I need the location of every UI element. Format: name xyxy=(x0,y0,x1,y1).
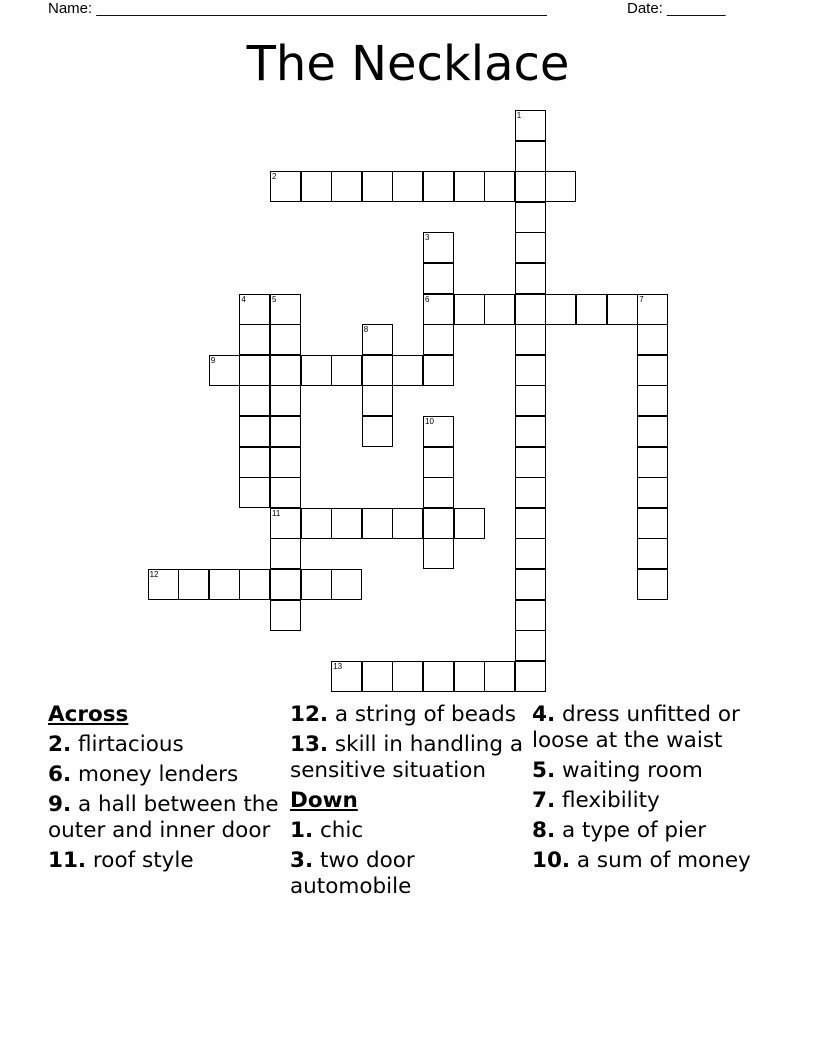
across-heading: Across xyxy=(48,702,129,727)
grid-cell[interactable] xyxy=(331,508,362,539)
clue-number: 7 xyxy=(639,294,644,304)
grid-cell[interactable] xyxy=(515,600,546,631)
clue-number: 10 xyxy=(425,417,434,426)
grid-cell[interactable] xyxy=(423,355,454,386)
clue-down-3: 3. two door automobile xyxy=(290,848,415,899)
grid-cell[interactable] xyxy=(484,171,515,202)
grid-cell[interactable] xyxy=(423,447,454,478)
clue-down-8: 8. a type of pier xyxy=(532,818,707,843)
grid-cell[interactable] xyxy=(148,569,179,600)
grid-cell[interactable] xyxy=(301,355,332,386)
clue-across-13: 13. skill in handling a sensitive situation xyxy=(290,732,524,783)
grid-cell[interactable] xyxy=(515,661,546,692)
grid-cell[interactable] xyxy=(270,416,301,447)
grid-cell[interactable] xyxy=(515,171,546,202)
grid-cell[interactable] xyxy=(423,416,454,447)
clue-number: 8 xyxy=(363,325,369,335)
grid-cell[interactable] xyxy=(270,355,301,386)
grid-cell[interactable] xyxy=(270,508,301,539)
clue-across-9: 9. a hall between the outer and inner door xyxy=(48,792,279,843)
grid-cell[interactable] xyxy=(515,416,546,447)
grid-cell[interactable] xyxy=(362,508,393,539)
grid-cell[interactable] xyxy=(454,294,485,325)
clue-number: 2 xyxy=(272,172,277,182)
grid-cell[interactable] xyxy=(515,324,546,355)
grid-cell[interactable] xyxy=(239,416,270,447)
grid-cell[interactable] xyxy=(301,171,332,202)
clue-across-12: 12. a string of beads xyxy=(290,702,516,727)
grid-cell[interactable] xyxy=(515,569,546,600)
clue-down-1: 1. chic xyxy=(290,818,364,843)
clue-across-6: 6. money lenders xyxy=(48,762,239,787)
grid-cell[interactable] xyxy=(362,355,393,386)
clue-number: 1 xyxy=(516,111,522,120)
grid-cell[interactable] xyxy=(239,294,270,325)
clue-number: 6 xyxy=(425,294,430,304)
grid-cell[interactable] xyxy=(423,171,454,202)
grid-cell[interactable] xyxy=(515,232,546,263)
grid-cell[interactable] xyxy=(423,477,454,508)
grid-cell[interactable] xyxy=(423,324,454,355)
clue-down-5: 5. waiting room xyxy=(532,758,703,783)
grid-cell[interactable] xyxy=(392,661,423,692)
clue-number: 11 xyxy=(272,508,281,518)
grid-cell[interactable] xyxy=(576,294,607,325)
grid-cell[interactable] xyxy=(270,171,301,202)
grid-cell[interactable] xyxy=(515,202,546,233)
grid-cell[interactable] xyxy=(362,385,393,416)
grid-cell[interactable] xyxy=(515,141,546,172)
grid-cell[interactable] xyxy=(637,324,668,355)
grid-cell[interactable] xyxy=(392,355,423,386)
grid-cell[interactable] xyxy=(637,508,668,539)
clue-number: 3 xyxy=(425,233,430,243)
grid-cell[interactable] xyxy=(270,538,301,569)
grid-cell[interactable] xyxy=(515,110,546,141)
grid-cell[interactable] xyxy=(331,661,362,692)
grid-cell[interactable] xyxy=(270,385,301,416)
grid-cell[interactable] xyxy=(545,294,576,325)
grid-cell[interactable] xyxy=(423,263,454,294)
grid-cell[interactable] xyxy=(515,630,546,661)
grid-cell[interactable] xyxy=(637,385,668,416)
grid-cell[interactable] xyxy=(423,661,454,692)
grid-cell[interactable] xyxy=(637,477,668,508)
down-heading: Down xyxy=(290,788,358,813)
grid-cell[interactable] xyxy=(239,324,270,355)
name-field-label: Name: ______________________________________________________ xyxy=(48,0,547,17)
grid-cell[interactable] xyxy=(270,477,301,508)
grid-cell[interactable] xyxy=(607,294,638,325)
grid-cell[interactable] xyxy=(239,385,270,416)
clue-number: 9 xyxy=(210,355,216,365)
grid-cell[interactable] xyxy=(515,385,546,416)
grid-cell[interactable] xyxy=(454,661,485,692)
grid-cell[interactable] xyxy=(515,447,546,478)
grid-cell[interactable] xyxy=(209,355,240,386)
clue-across-11: 11. roof style xyxy=(48,848,194,873)
puzzle-title: The Necklace xyxy=(246,36,570,92)
grid-cell[interactable] xyxy=(362,171,393,202)
clue-number: 5 xyxy=(272,294,277,304)
grid-cell[interactable] xyxy=(515,355,546,386)
grid-cell[interactable] xyxy=(637,294,668,325)
grid-cell[interactable] xyxy=(331,355,362,386)
grid-cell[interactable] xyxy=(423,232,454,263)
grid-cell[interactable] xyxy=(362,324,393,355)
grid-cell[interactable] xyxy=(545,171,576,202)
grid-cell[interactable] xyxy=(515,477,546,508)
grid-cell[interactable] xyxy=(239,477,270,508)
grid-cell[interactable] xyxy=(301,569,332,600)
grid-cell[interactable] xyxy=(637,416,668,447)
grid-cell[interactable] xyxy=(515,294,546,325)
grid-cell[interactable] xyxy=(515,263,546,294)
grid-cell[interactable] xyxy=(454,508,485,539)
grid-cell[interactable] xyxy=(239,355,270,386)
clue-down-7: 7. flexibility xyxy=(532,788,660,813)
grid-cell[interactable] xyxy=(301,508,332,539)
grid-cell[interactable] xyxy=(423,508,454,539)
grid-cell[interactable] xyxy=(178,569,209,600)
grid-cell[interactable] xyxy=(423,294,454,325)
clue-across-2: 2. flirtacious xyxy=(48,732,184,757)
grid-cell[interactable] xyxy=(392,171,423,202)
grid-cell[interactable] xyxy=(270,600,301,631)
grid-cell[interactable] xyxy=(270,569,301,600)
grid-cell[interactable] xyxy=(209,569,240,600)
grid-cell[interactable] xyxy=(515,508,546,539)
grid-cell[interactable] xyxy=(423,538,454,569)
grid-cell[interactable] xyxy=(362,416,393,447)
grid-cell[interactable] xyxy=(484,661,515,692)
grid-cell[interactable] xyxy=(362,661,393,692)
grid-cell[interactable] xyxy=(270,324,301,355)
clues-column-2 xyxy=(290,702,526,904)
grid-cell[interactable] xyxy=(270,294,301,325)
date-field-label: Date: _______ xyxy=(627,0,726,17)
clues-column-1 xyxy=(48,702,284,878)
clues-column-3 xyxy=(532,702,768,878)
grid-cell[interactable] xyxy=(637,447,668,478)
grid-cell[interactable] xyxy=(637,569,668,600)
grid-cell[interactable] xyxy=(484,294,515,325)
clue-down-4: 4. dress unfitted or loose at the waist xyxy=(532,702,740,753)
grid-cell[interactable] xyxy=(515,538,546,569)
grid-cell[interactable] xyxy=(392,508,423,539)
grid-cell[interactable] xyxy=(637,355,668,386)
grid-cell[interactable] xyxy=(454,171,485,202)
grid-cell[interactable] xyxy=(331,171,362,202)
grid-cell[interactable] xyxy=(637,538,668,569)
grid-cell[interactable] xyxy=(239,569,270,600)
clue-number: 12 xyxy=(149,570,159,579)
grid-cell[interactable] xyxy=(239,447,270,478)
grid-cell[interactable] xyxy=(270,447,301,478)
clue-down-10: 10. a sum of money xyxy=(532,848,751,873)
clue-number: 13 xyxy=(333,661,343,671)
grid-cell[interactable] xyxy=(331,569,362,600)
clue-number: 4 xyxy=(241,294,246,304)
